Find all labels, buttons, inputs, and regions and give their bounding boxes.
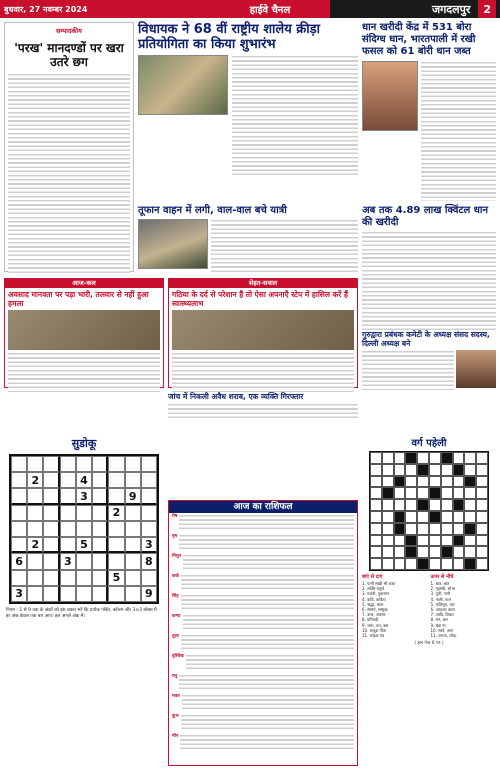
crossword-clue: 7. आदि, विचार [430,612,454,618]
crossword-cell [464,452,476,464]
crossword-cell [476,546,488,558]
lead-body [232,55,358,175]
sudoku-cell [92,537,108,553]
crossword-cell [453,499,465,511]
sudoku-cell [27,505,43,521]
sudoku-cell [60,521,76,537]
crossword-clue: 1. बात, बात [430,581,450,586]
liquor-story [168,392,358,424]
crossword-cell [453,523,465,535]
crossword-cell [429,487,441,499]
crossword-clue: 2. गृहस्थी, शोभा [430,586,456,592]
crossword-cell [441,464,453,476]
aaj-kal-body [5,352,163,392]
crossword-cell [405,464,417,476]
sudoku-cell [92,472,108,488]
horoscope-text [179,514,354,532]
crossword-clue: 10. स्वर्ग, आग [430,627,454,633]
crossword-cell [429,546,441,558]
page-number: 2 [478,0,496,18]
sudoku-cell [43,537,59,553]
vehicle-accident-headline: तूफान वाहन में लगी, वाल-वाल बचे यात्री [138,205,287,216]
health-body [169,352,357,392]
horoscope-item [169,713,357,733]
editorial-title: 'परख' मानदण्डों पर खरा उतरे छग [14,41,124,69]
sudoku-cell [76,456,92,472]
crossword-cell [382,546,394,558]
sudoku-cell [11,570,27,586]
crossword-cell [394,487,406,499]
crossword-cell [453,476,465,488]
editorial-body [8,73,130,273]
sudoku-cell [125,586,141,602]
horoscope-item [169,573,357,593]
crossword-cell [441,535,453,547]
horoscope-text [183,554,354,572]
sudoku-cell [11,456,27,472]
crossword-clue: 5. कलियुग, धार [430,601,455,607]
sudoku-cell [27,586,43,602]
crossword-cell [476,523,488,535]
sudoku-cell [76,521,92,537]
crossword-cell [441,452,453,464]
sudoku-rules: नियम : 1 से 9 तक के अंकों को इस प्रकार भरें कि प्रत्येक पंक्ति, कॉलम और 3×3 बॉक्स में हर अंक केवल एक बार आए। हल अगले अंक में। [6,608,157,619]
horoscope-item [169,633,357,653]
crossword-cell [394,535,406,547]
crossword-cell [429,535,441,547]
sudoku-cell [92,505,108,521]
sudoku-cell [43,488,59,504]
crossword-clue: 9. बंदा ना [430,622,446,628]
sudoku-cell [108,472,124,488]
editorial-column [4,22,134,272]
crossword-cell [417,511,429,523]
crossword-cell [476,476,488,488]
sudoku-cell [27,521,43,537]
down-list [431,581,497,638]
paddy-purchase-story [362,205,496,325]
sudoku-cell: 5 [76,537,92,553]
crossword-cell [476,452,488,464]
crossword-cell [441,476,453,488]
horoscope-sign: मकर [172,694,180,699]
lead-headline: विधायक ने 68 वीं राष्ट्रीय शालेय क्रीड़ा प्रतियोगिता का किया शुभारंभ [138,22,320,52]
horoscope-sign: वृश्चिक [172,654,184,659]
crossword-cell [453,464,465,476]
crossword-cell [476,464,488,476]
crossword-cell [394,558,406,570]
crossword-cell [394,546,406,558]
aaj-kal-headline: अवसाद मानवता पर पड़ा भारी, तलवार से नहीं हुआ हमला [8,290,149,308]
paddy-seizure-photo [362,61,418,131]
horoscope-title: आज का राशिफल [169,501,357,513]
sudoku-cell [11,488,27,504]
crossword-cell [394,523,406,535]
sudoku-cell [11,537,27,553]
sudoku-cell [60,537,76,553]
crossword-grid [369,451,489,571]
health-label: सेहत-सवाल [169,279,357,288]
newspaper-name: हाईवे चैनल [210,0,330,18]
gurudwara-story [362,330,496,390]
horoscope-text [181,594,354,612]
crossword-cell [476,558,488,570]
sudoku-cell: 3 [76,488,92,504]
sudoku-cell [141,456,157,472]
crossword-clue: 5. श्रद्धा, माता [362,601,384,607]
crossword-cell [405,476,417,488]
sudoku-cell [125,456,141,472]
sudoku-cell [108,553,124,569]
horoscope-item [169,513,357,533]
sudoku-cell [92,456,108,472]
sudoku-cell [92,570,108,586]
crossword-cell [370,476,382,488]
sudoku-cell [11,505,27,521]
crossword-cell [405,499,417,511]
gurudwara-headline: गुरुद्वारा प्रबंधक कमेटी के अध्यक्ष संसद सदस्य, दिल्ली अध्यक्ष बने [362,330,490,348]
crossword-cell [464,499,476,511]
horoscope-sign: सिंह [172,594,179,599]
sudoku-cell [108,537,124,553]
sudoku-cell [125,570,141,586]
crossword-cell [382,476,394,488]
crossword-cell [370,499,382,511]
sudoku-cell [92,521,108,537]
crossword-cell [417,558,429,570]
sudoku-cell: 3 [141,537,157,553]
crossword-cell [464,535,476,547]
sudoku-cell [43,570,59,586]
sudoku-cell [76,586,92,602]
sudoku-cell [76,570,92,586]
gurudwara-body [362,350,454,390]
crossword-cell [370,452,382,464]
horoscope-text [179,534,354,552]
sudoku-cell [60,570,76,586]
down-heading: ऊपर से नीचे [430,574,454,580]
masthead [0,0,500,18]
crossword-cell [382,464,394,476]
crossword-cell [429,499,441,511]
crossword-cell [429,452,441,464]
horoscope-item [169,733,357,753]
crossword-clue: 6. सामने, सम्मुख [362,607,388,613]
crossword-clue: 6. आकाश वाला [430,607,455,613]
sudoku-grid [9,454,159,604]
sudoku-cell [27,553,43,569]
sudoku-puzzle [4,436,164,766]
crossword-clue: 3. पुत्री, नानी [430,591,451,597]
sudoku-cell [141,472,157,488]
crossword-cell [405,546,417,558]
horoscope-text [179,674,354,692]
sudoku-cell: 9 [141,586,157,602]
crossword-cell [453,546,465,558]
liquor-headline: जांच में निकली अवैध शराब, एक व्यक्ति गिरफ्तार [168,392,304,401]
sudoku-cell [125,521,141,537]
crossword-cell [476,511,488,523]
aaj-kal-label: आज-कल [5,279,163,288]
sudoku-cell: 2 [27,537,43,553]
sudoku-cell: 5 [108,570,124,586]
horoscope-text [183,614,354,632]
crossword-cell [394,476,406,488]
down-clues [431,574,497,638]
edition-city: जगदलपुर [431,2,471,16]
crossword-cell [476,535,488,547]
horoscope-sign: वृष [172,534,178,539]
paddy-seizure-story [362,22,496,202]
crossword-cell [441,487,453,499]
issue-date: बुधवार, 27 नवम्बर 2024 [0,0,210,18]
horoscope-text [181,714,354,732]
horoscope-sign: मिथुन [172,554,182,559]
crossword-cell [429,558,441,570]
crossword-cell [464,464,476,476]
horoscope-sign: तुला [172,634,179,639]
sudoku-cell [43,456,59,472]
health-box [168,278,358,388]
crossword-cell [464,546,476,558]
crossword-cell [453,511,465,523]
crossword-cell [453,535,465,547]
vehicle-accident-body [211,219,358,273]
crossword-cell [394,511,406,523]
across-heading: बाएं से दाएं [362,574,383,580]
horoscope-item [169,673,357,693]
sudoku-cell [43,505,59,521]
sudoku-cell [11,472,27,488]
horoscope-item [169,593,357,613]
sudoku-cell: 3 [11,586,27,602]
crossword-cell [441,523,453,535]
across-clues [362,574,428,638]
crossword-answer-note: ( हल पेज 6 पर ) [414,641,444,647]
crossword-cell [370,464,382,476]
crossword-cell [417,499,429,511]
crossword-cell [417,523,429,535]
sudoku-cell [141,505,157,521]
aaj-kal-photo [8,310,160,350]
crossword-clue: 8. मन, बल [430,617,448,623]
sudoku-cell: 2 [108,505,124,521]
paddy-purchase-headline: अब तक 4.89 लाख क्विंटल धान की खरीदी [362,205,489,228]
crossword-cell [370,546,382,558]
horoscope-sign: धनु [172,674,178,679]
crossword-cell [370,487,382,499]
crossword-cell [417,546,429,558]
sudoku-cell [43,553,59,569]
sudoku-title: सुडोकू [71,437,97,450]
crossword-cell [429,464,441,476]
horoscope-sign: कुंभ [172,714,179,719]
sudoku-cell [92,488,108,504]
horoscope-sign: कन्या [172,614,181,619]
vehicle-accident-photo [138,219,208,269]
liquor-body [168,403,358,421]
crossword-cell [476,499,488,511]
horoscope-text [182,694,354,712]
crossword-cell [464,476,476,488]
crossword-cell [382,511,394,523]
sudoku-cell [108,521,124,537]
crossword-cell [382,452,394,464]
sudoku-cell: 9 [125,488,141,504]
crossword-clue: 1. पत्नी सखी भी कथा [362,581,396,586]
horoscope-list [169,513,357,753]
crossword-clue: 3. गलती, नुकसान [362,591,390,597]
crossword-cell [417,487,429,499]
sudoku-cell [60,586,76,602]
crossword-cell [453,452,465,464]
sudoku-cell [43,521,59,537]
horoscope-sign: मीन [172,734,179,739]
crossword-cell [394,499,406,511]
paddy-seizure-headline: धान खरीदी केंद्र में 531 बोरा संदिग्ध धान, भारतपाली में रखी फसल को 61 बोरी धान जब्त [362,22,476,57]
crossword-cell [417,535,429,547]
crossword-clue: 2. शक्ति चतुर्थ [362,586,384,592]
horoscope-sign: कर्क [172,574,179,579]
crossword-puzzle [362,435,496,766]
sudoku-cell [125,472,141,488]
sudoku-cell: 8 [141,553,157,569]
crossword-cell [382,499,394,511]
health-photo [172,310,354,350]
crossword-cell [382,535,394,547]
horoscope-item [169,553,357,573]
crossword-cell [405,535,417,547]
aaj-kal-box [4,278,164,388]
edition-bar [330,0,500,18]
horoscope-item [169,653,357,673]
sudoku-cell [76,553,92,569]
sudoku-cell [76,505,92,521]
crossword-clue: 11. कोइल पत्र [362,633,385,639]
crossword-cell [394,452,406,464]
horoscope-item [169,613,357,633]
sudoku-cell [43,472,59,488]
health-headline: गठिया के दर्द से परेशान हैं तो ऐसा अपनाएँ स्टेप में हासिल करें हैं स्वास्थ्यलाभ [172,290,348,308]
crossword-clue: 8. प्रतिपदी [362,617,379,623]
sudoku-cell [60,472,76,488]
horoscope-item [169,533,357,553]
crossword-cell [417,464,429,476]
crossword-cell [382,487,394,499]
crossword-cell [464,511,476,523]
horoscope-section [168,500,358,766]
lead-story [138,22,358,202]
crossword-cell [464,558,476,570]
crossword-cell [405,511,417,523]
crossword-cell [441,546,453,558]
horoscope-item [169,693,357,713]
crossword-cell [370,523,382,535]
sudoku-cell: 6 [11,553,27,569]
sudoku-cell: 4 [76,472,92,488]
sudoku-cell [11,521,27,537]
sudoku-cell [43,586,59,602]
lead-photo [138,55,228,115]
crossword-cell [476,487,488,499]
editorial-kicker: सम्पादकीय [56,27,82,35]
gurudwara-photo [456,350,496,388]
sudoku-cell [141,521,157,537]
crossword-cell [370,558,382,570]
sudoku-cell [108,488,124,504]
crossword-cell [370,535,382,547]
horoscope-text [186,654,354,672]
crossword-cell [382,558,394,570]
sudoku-cell: 2 [27,472,43,488]
crossword-clue: 9. जमा, धन, बस [362,622,389,628]
horoscope-text [181,574,354,592]
sudoku-cell [141,488,157,504]
sudoku-cell [125,505,141,521]
crossword-title: वर्ग पहेली [411,438,447,449]
crossword-clues [362,574,496,638]
horoscope-text [181,634,354,652]
sudoku-cell [27,456,43,472]
sudoku-cell: 3 [60,553,76,569]
vehicle-accident-story [138,205,358,275]
crossword-cell [405,523,417,535]
crossword-cell [429,511,441,523]
sudoku-cell [125,553,141,569]
crossword-clue: 4. कवि, कविता [362,596,386,602]
horoscope-sign: मेष [172,514,178,519]
paddy-seizure-body [421,61,496,201]
crossword-cell [441,511,453,523]
crossword-cell [453,558,465,570]
sudoku-cell [60,456,76,472]
sudoku-cell [141,570,157,586]
sudoku-cell [60,488,76,504]
sudoku-cell [27,488,43,504]
crossword-cell [429,476,441,488]
crossword-clue: 7. उमर, अवसर [362,612,386,618]
crossword-cell [429,523,441,535]
crossword-cell [464,523,476,535]
crossword-cell [394,464,406,476]
crossword-clue: 11. जनता, जोड़ा [430,633,457,639]
sudoku-cell [125,537,141,553]
sudoku-cell [108,586,124,602]
crossword-cell [405,452,417,464]
paddy-purchase-body [362,231,496,331]
crossword-cell [464,487,476,499]
crossword-cell [453,487,465,499]
crossword-cell [441,499,453,511]
across-list [362,581,428,638]
sudoku-cell [108,456,124,472]
crossword-cell [370,511,382,523]
sudoku-cell [27,570,43,586]
sudoku-cell [92,586,108,602]
sudoku-cell [92,553,108,569]
crossword-clue: 10. बन्दूक गीता [362,627,387,633]
crossword-cell [405,558,417,570]
crossword-cell [417,476,429,488]
crossword-cell [405,487,417,499]
horoscope-text [180,734,354,752]
crossword-cell [417,452,429,464]
crossword-clue: 4. नाली, फल [430,596,451,602]
crossword-cell [441,558,453,570]
crossword-cell [382,523,394,535]
sudoku-cell [60,505,76,521]
